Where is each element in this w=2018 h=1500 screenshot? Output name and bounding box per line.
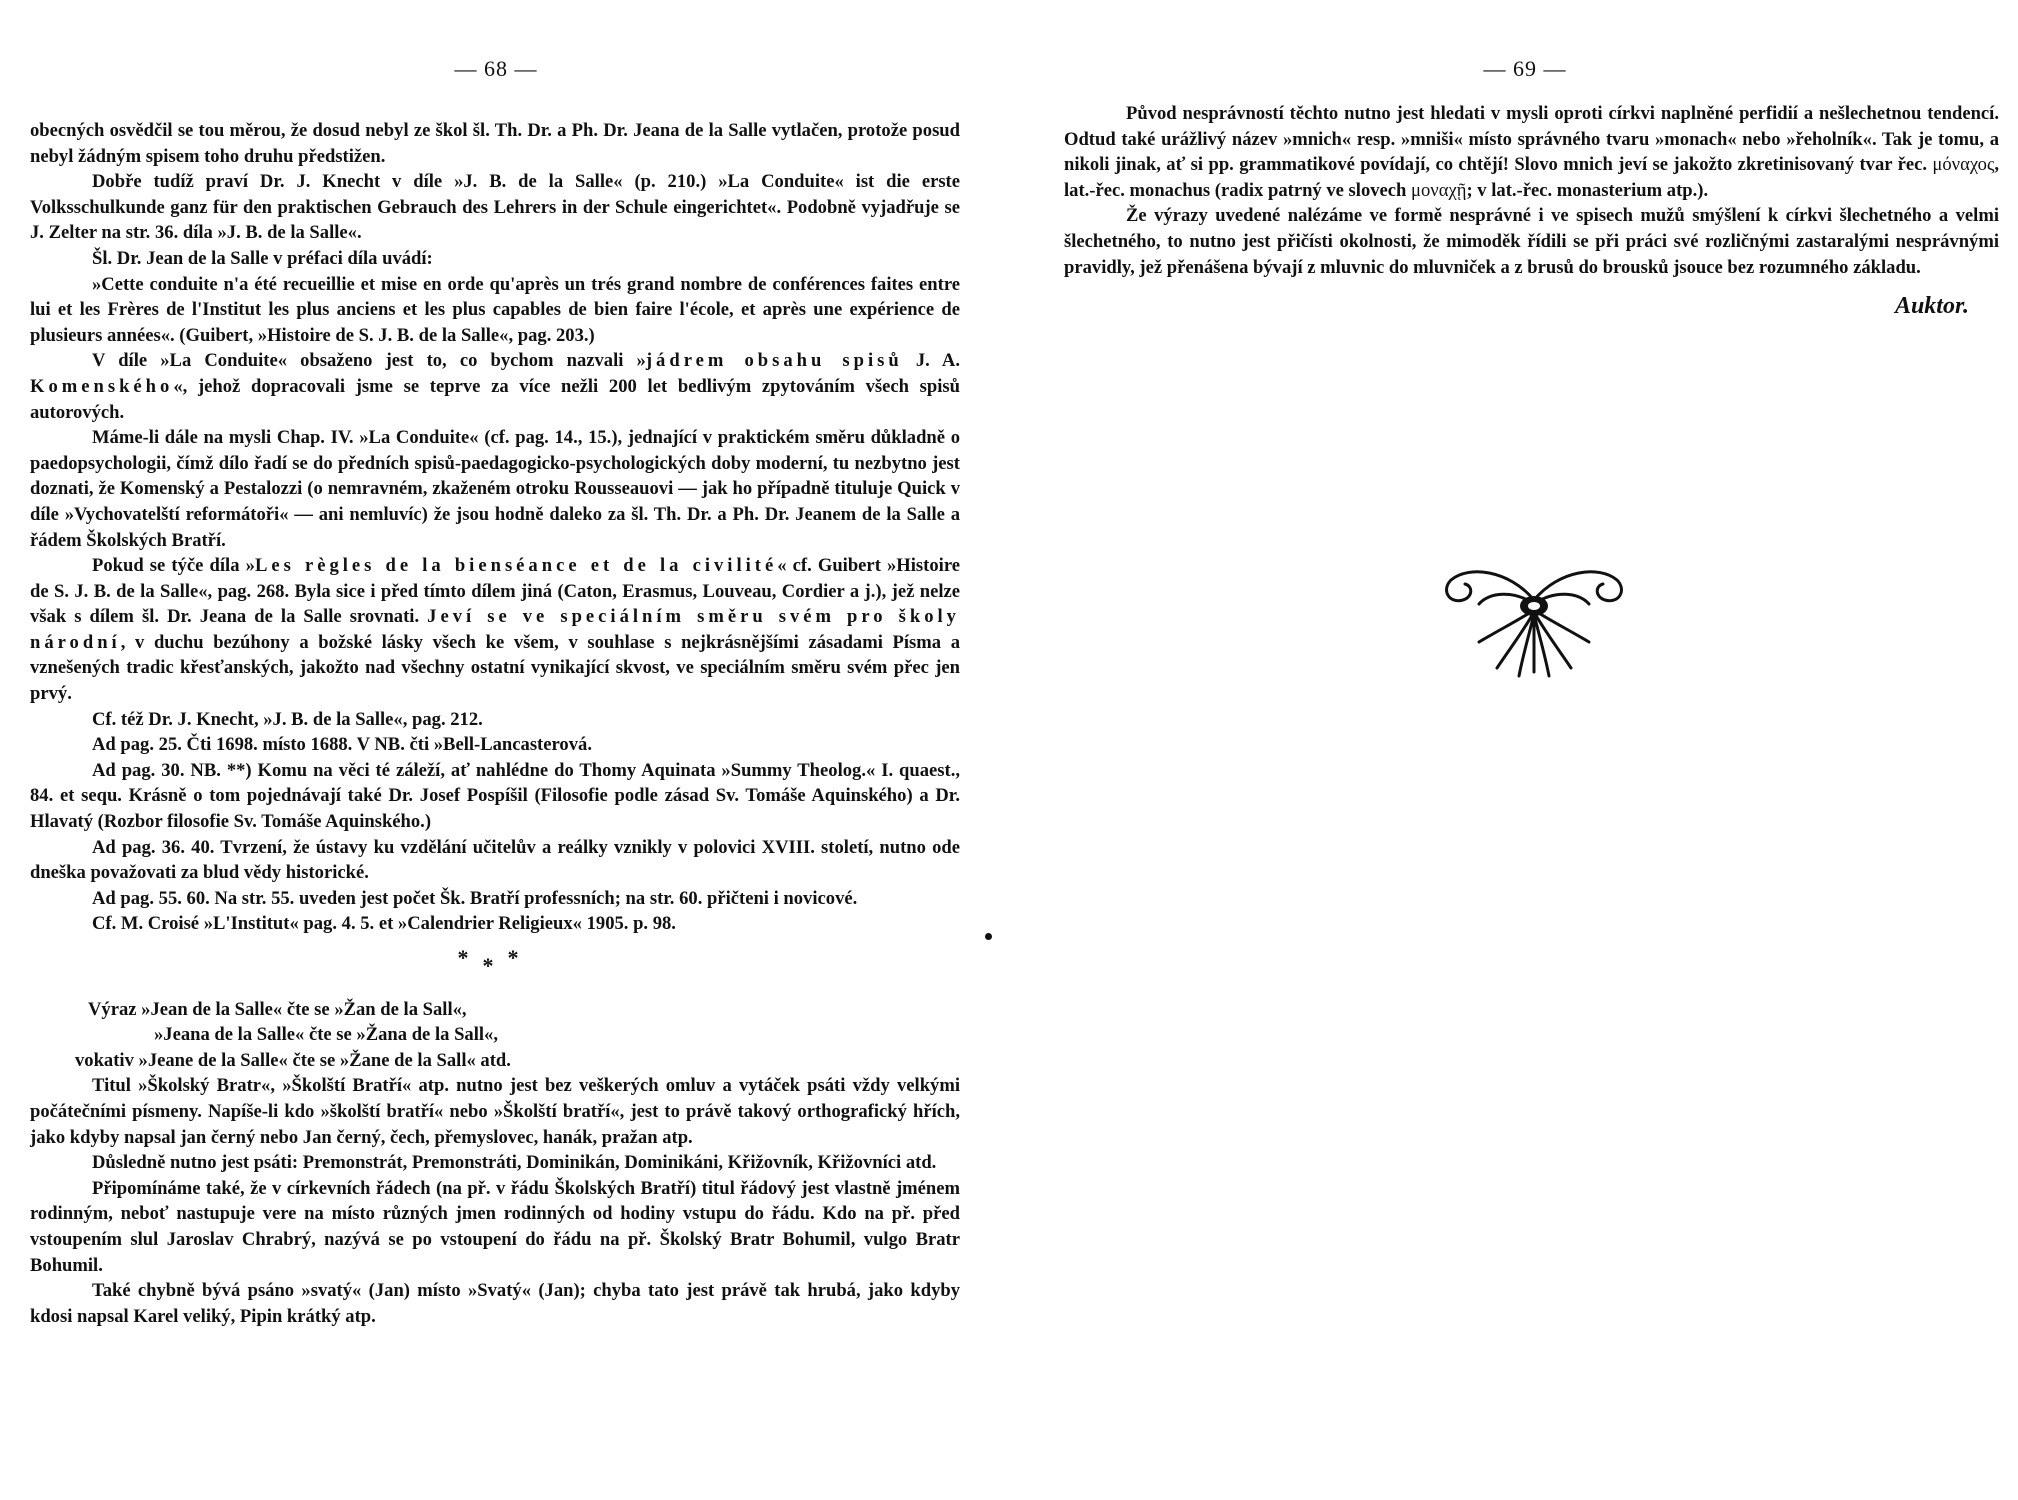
paragraph — [30, 553, 960, 707]
text-run: V díle »La Conduite« obsaženo jest to, co bychom nazvali » — [92, 350, 646, 372]
page-number-68: — 68 — — [454, 56, 538, 81]
note: Ad pag. 36. 40. Tvrzení, že ústavy ku vzdělání učitelův a reálky vznikly v polovici XVIII. století, nutno ode dneška považovati za blud vědy historické. — [30, 836, 960, 884]
note: Cf. též Dr. J. Knecht, »J. B. de la Salle«, pag. 212. — [92, 708, 483, 730]
decorative-ornament-icon — [1439, 560, 1629, 680]
pronunciation-block — [30, 997, 960, 1074]
text-run: , lat.-řec. monachus (radix patrný ve slovech — [1064, 154, 1999, 201]
page-number-69: — 69 — — [1483, 56, 1567, 81]
star: * — [482, 953, 508, 978]
note: Cf. M. Croisé »L'Institut« pag. 4. 5. et »Calendrier Religieux« 1905. p. 98. — [92, 913, 676, 935]
text-run: Pokud se týče díla » — [92, 555, 255, 577]
paragraph: Titul »Školský Bratr«, »Školští Bratří« atp. nutno jest bez veškerých omluv a vytáček psáti vždy velkými počátečními písmeny. Napíše-li kdo »školští bratří« nebo »Školští bratří«, jest to právě takový orthografický hřích, jako kdyby napsal jan černý nebo Jan černý, čech, přemyslovec, hanák, pražan atp. — [30, 1075, 960, 1148]
text-run: ; v lat.-řec. monasterium atp.). — [1466, 179, 1709, 201]
text-run: «, jehož dopracovali jsme se teprve za více nežli 200 let bedlivým zpytováním všech spisů autorových. — [30, 375, 960, 423]
paragraph: Máme-li dále na mysli Chap. IV. »La Conduite« (cf. pag. 14., 15.), jednající v praktickém směru důkladně o paedopsychologii, čímž dílo řadí se do předních spisů-paedagogicko-psychologických doby moderní, tu nezbytno jest doznati, že Komenský a Pestalozzi (o nemravném, zkaženém otroku Rousseauovi — jak ho případně tituluje Quick v díle »Vychovatelští reformátoři« — ani nemluvíc) že jsou hodně daleko za šl. Th. Dr. a Ph. Dr. Jeanem de la Salle a řádem Školských Bratří. — [30, 427, 960, 551]
text-run: « cf. Guibert »Histoire de S. J. B. de la Salle«, pag. 268. Byla sice i před tímto dílem jiná (Caton, Erasmus, Louveau, Cordier a j.), jež nelze však s dílem šl. Dr. Jeana de la Salle srovnati. — [30, 555, 960, 628]
spaced-text: jádrem obsahu spisů — [645, 350, 903, 372]
pronunciation-line: »Jeana de la Salle« čte se »Žana de la Sall«, — [154, 1024, 498, 1046]
pronunciation-line: Výraz »Jean de la Salle« čte se »Žan de la Sall«, — [88, 998, 467, 1020]
ink-dot — [985, 933, 992, 940]
pronunciation-line: vokativ »Jeane de la Salle« čte se »Žane de la Sall« atd. — [75, 1049, 511, 1071]
author-signature: Auktor. — [1894, 293, 1969, 320]
text-run: , v duchu bezúhony a božské lásky všech ke všem, v souhlase s nejkrásnějšími zásadami Písma a vznešených tradic křesťanských, jakožto nad všechny ostatní vynikající skvost, ve speciálním směru svém přec jen prvý. — [30, 631, 960, 705]
paragraph: Připomínáme také, že v církevních řádech (na př. v řádu Školských Bratří) titul řádový jest vlastně jménem rodinným, neboť nastupuje vere na místo různých jmen rodinných od hodiny vstupu do řádu. Kdo na př. před vstoupením slul Jaroslav Chrabrý, nazývá se po vstoupení do řádu na př. Školský Bratr Bohumil, vulgo Bratr Bohumil. — [30, 1177, 960, 1276]
star: * — [507, 945, 533, 970]
spaced-text: Jeví se ve speciálním směru svém pro školy národní — [30, 606, 960, 653]
spaced-text: Les règles de la bienséance et de la civilité — [254, 555, 778, 577]
paragraph: Dobře tudíž praví Dr. J. Knecht v díle »J. B. de la Salle« (p. 210.) »La Conduite« ist die erste Volksschulkunde ganz für den praktischen Gebrauch des Lehrers in der Schule eingerichtet«. Podobně vyjadřuje se J. Zelter na str. 36. díla »J. B. de la Salle«. — [30, 171, 960, 244]
note: Ad pag. 25. Čti 1698. místo 1688. V NB. čti »Bell-Lancasterová. — [92, 734, 592, 756]
note: Ad pag. 55. 60. Na str. 55. uveden jest počet Šk. Bratří professních; na str. 60. přičteni i novicové. — [92, 887, 858, 909]
paragraph: obecných osvědčil se tou měrou, že dosud nebyl ze škol šl. Th. Dr. a Ph. Dr. Jeana de la Salle vytlačen, protože posud nebyl žádným spisem toho druhu předstižen. — [30, 120, 960, 167]
greek-word: μοναχῇ — [1411, 179, 1467, 201]
greek-word: μόναχος — [1932, 154, 1995, 176]
right-page — [1009, 0, 2018, 1500]
text-run: Původ nesprávností těchto nutno jest hledati v mysli oproti církvi naplněné perfidií a nešlechetnou tendencí. Odtud také urážlivý název »mnich« resp. »mniši« místo správného tvaru »monach« nebo »řeholník«. Tak je tomu, a nikoli jinak, ať si pp. grammatikové povídají, co chtějí! Slovo mnich jeví se jakožto zkretinisovaný tvar řec. — [1064, 103, 1999, 176]
spaced-text: Komenského — [30, 375, 174, 397]
star: * — [457, 945, 483, 970]
asterism-divider — [30, 945, 960, 978]
paragraph — [1064, 101, 1999, 203]
paragraph: Šl. Dr. Jean de la Salle v préfaci díla uvádí: — [92, 247, 433, 269]
paragraph: Také chybně bývá psáno »svatý« (Jan) místo »Svatý« (Jan); chyba tato jest právě tak hrubá, jako kdyby kdosi napsal Karel veliký, Pipin krátký atp. — [30, 1280, 960, 1327]
paragraph — [30, 348, 960, 425]
note: Ad pag. 30. NB. **) Komu na věci té záleží, ať nahlédne do Thomy Aquinata »Summy Theolog.« I. quaest., 84. et sequ. Krásně o tom pojednávají také Dr. Josef Pospíšil (Filosofie podle zásad Sv. Tomáše Aquinského) a Dr. Hlavatý (Rozbor filosofie Sv. Tomáše Aquinského.) — [30, 759, 960, 833]
right-text-column — [1064, 101, 1999, 320]
paragraph: Důsledně nutno jest psáti: Premonstrát, Premonstráti, Dominikán, Dominikáni, Křižovník, Křižovníci atd. — [92, 1152, 937, 1174]
text-run: J. A. — [902, 350, 960, 372]
paragraph: »Cette conduite n'a été recueillie et mise en orde qu'après un trés grand nombre de conférences faites entre lui et les Frères de l'Institut les plus anciens et les plus capables de bien faire l'école, et après une expérience de plusieurs années«. (Guibert, »Histoire de S. J. B. de la Salle«, pag. 203.) — [30, 273, 960, 346]
paragraph: Že výrazy uvedené nalézáme ve formě nesprávné i ve spisech mužů smýšlení k církvi šlechetného a velmi šlechetného, to nutno jest přičísti okolnosti, že mimoděk řídili se při práci své rozličnými zastaralými nesprávnými pravidly, jež přenášena bývají z mluvnic do mluvniček a z brusů do brousků jsouce bez rozumného základu. — [1064, 205, 1999, 278]
left-text-column — [30, 118, 960, 1329]
